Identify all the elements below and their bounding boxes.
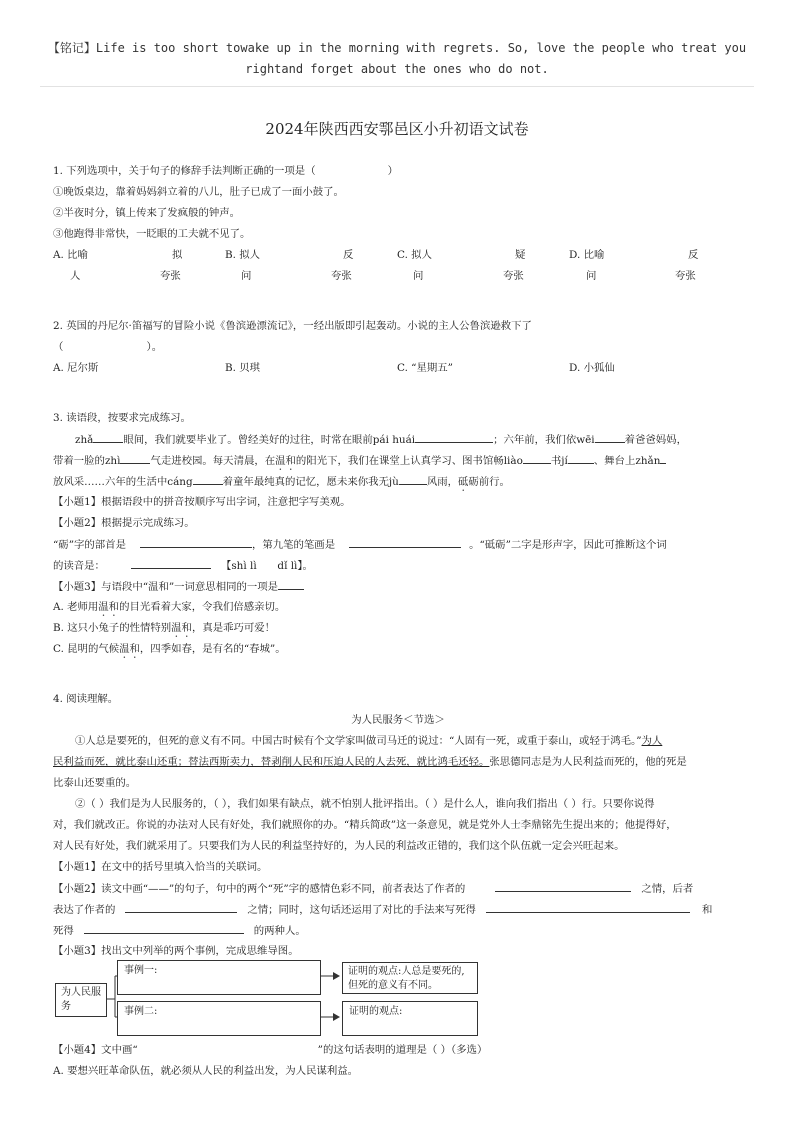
prompt-text: ”的这句话表明的道理是（ ）（多选） [317,1044,488,1056]
emphasized-word: 温和 [275,455,296,467]
q1-option-d-part: 夸张 [675,270,696,282]
q1-sentence-1: ①晚饭桌边，靠着妈妈斜立着的八儿，肚子已成了一面小鼓了。 [53,186,344,198]
prompt-text: 之情；同时，这句话还运用了对比的手法来写死得 [247,904,476,916]
underlined-sentence: 民利益而死，就比泰山还重；替法西斯卖力，替剥削人民和压迫人民的人去死，就比鸿毛还轻。 [53,756,490,768]
prompt-text: 【shì lì dǐ lì】。 [220,560,313,572]
mind-map-viewpoint-1: 证明的观点:人总是要死的,但死的意义有不同。 [342,962,478,994]
passage-text: 张思德同志是为人民利益而死的，他的死是 [489,756,687,768]
q4-option-a[interactable]: A. 要想兴旺革命队伍，就必须从人民的利益出发，为人民谋利益。 [53,1065,359,1077]
passage-text: 砺前行。 [468,476,510,488]
prompt-text: 之情，后者 [641,883,694,895]
passage-text: 书jí [550,455,568,467]
q1-option-b-part: 反 [343,249,354,261]
prompt-text: 表达了作者的 [53,904,116,916]
prompt-text: ，第九笔的笔画是 [251,539,336,551]
q3-stem: 3. 读语段，按要求完成练习。 [53,412,191,424]
option-text: 的目光看着大家，令我们倍感亲切。 [119,601,286,613]
q2-option-b[interactable]: B. 贝琪 [225,362,261,374]
prompt-text: 【小题3】与语段中“温和”一词意思相同的一项是 [53,581,279,593]
pinyin: zhǎ [75,434,94,446]
prompt-text: “砺”字的部首是 [53,539,126,551]
option-text: C. 昆明的气候 [53,643,120,655]
option-text: ，四季如春，是有名的“春城”。 [139,643,286,655]
q1-stem-text: 1. 下列选项中，关于句子的修辞手法判断正确的一项是（ [53,165,316,177]
page-title: 2024年陕西西安鄠邑区小升初语文试卷 [265,120,529,138]
q1-option-b-part: 夸张 [331,270,352,282]
prompt-text: 。“砥砺”二字是形声字，因此可推断这个词 [469,539,667,551]
passage-text: ①人总是要死的，但死的意义有不同。中国古时候有个文学家叫做司马迁的说过：“人固有一死，或重于泰山，或轻于鸿毛。” [75,735,642,747]
q2-stem: 2. 英国的丹尼尔·笛福写的冒险小说《鲁滨逊漂流记》，一经出版即引起轰动。小说的主人公鲁滨逊救下了 [53,320,532,332]
passage-text: ；六年前，我们依wēi [493,434,595,446]
q4-passage-title: 为人民服务＜节选＞ [351,714,445,726]
q4-sub-1: 【小题1】在文中的括号里填入恰当的关联词。 [53,861,268,873]
q1-option-d-label: D. 比喻 [569,249,605,261]
mind-map-example-2[interactable]: 事例二: [117,1001,321,1036]
emphasized-word: 温和 [171,622,192,634]
prompt-text: 的两种人。 [253,925,306,937]
q1-option-c-part: 疑 [515,249,526,261]
prompt-text: 和 [701,904,713,916]
pinyin: 带着一脸的zhì [53,455,121,467]
q2-option-a[interactable]: A. 尼尔斯 [53,362,99,374]
passage-text: 的阳光下，我们在课堂上认真学习、图书馆畅liào [295,455,523,467]
q4-stem: 4. 阅读理解。 [53,693,119,705]
q4-sub-3: 【小题3】找出文中列举的两个事例，完成思维导图。 [53,945,299,957]
option-text: A. 老师用 [53,601,99,613]
q1-option-c-label: C. 拟人 [397,249,432,261]
underlined-sentence: 为人 [641,735,663,747]
emphasized-word: 砥 [458,476,469,488]
q3-sub-2: 【小题2】根据提示完成练习。 [53,517,195,529]
passage-text: 眼间，我们就要毕业了。曾经美好的过往，时常在眼前pái huái [123,434,416,446]
prompt-text: 死得 [53,925,74,937]
q4-paragraph-2-line-2: 对，我们就改正。你说的办法对人民有好处，我们就照你的办。“精兵简政”这一条意见，就是党外人士李鼎铭先生提出来的；他提得好， [53,819,677,831]
prompt-text: 【小题2】读文中画“——”的句子，句中的两个“死”字的感情色彩不同，前者表达了作者的 [53,883,466,895]
emphasized-word: 温和 [119,643,140,655]
q3-sub-1: 【小题1】根据语段中的拼音按顺序写出字词，注意把字写美观。 [53,496,351,508]
q4-paragraph-2-line-1: ②（ ）我们是为人民服务的，（ ），我们如果有缺点，就不怕别人批评指出。（ ）是什么人，谁向我们指出（ ）行。只要你说得 [75,798,655,810]
q1-option-b-part: 问 [241,270,252,282]
mind-map-viewpoint-2[interactable]: 证明的观点: [342,1001,478,1036]
q1-option-a-part: 拟 [172,249,183,261]
option-text: B. 这只小兔子的性情特别 [53,622,172,634]
mind-map-example-1[interactable]: 事例一: [117,960,321,995]
q4-sub-4 [53,1042,743,1058]
passage-text: 风雨， [426,476,458,488]
q1-option-a-part: 夸张 [160,270,181,282]
q4-paragraph-2-line-3: 对人民有好处，我们就采用了。只要我们为人民的利益坚持好的，为人民的利益改正错的，我们这个队伍就一定会兴旺起来。 [53,840,625,852]
option-text: ，真是乖巧可爱！ [191,622,276,634]
passage-text: 放风采……六年的生活中cáng [53,476,193,488]
q2-paren: （ ）。 [53,341,163,353]
q1-option-d-part: 问 [586,270,597,282]
q1-stem-close: ） [387,165,398,177]
q1-option-a-label: A. 比喻 [53,249,88,261]
prompt-text: 的读音是： [53,560,105,572]
passage-text: 、舞台上zhǎn [593,455,661,467]
passage-text: 着童年最纯真的记忆，愿未来你我无jù [222,476,399,488]
q2-option-d[interactable]: D. 小狐仙 [569,362,615,374]
mind-map-root: 为人民服务 [55,983,107,1017]
q1-sentence-3: ③他跑得非常快，一眨眼的工夫就不见了。 [53,228,251,240]
header-line-2: rightand forget about the ones who do not. [245,62,549,76]
q1-option-d-part: 反 [688,249,699,261]
emphasized-word: 温和 [98,601,120,613]
q1-option-c-part: 夸张 [503,270,524,282]
passage-text: 气走进校园。每天清晨，在 [150,455,276,467]
q1-option-b-label: B. 拟人 [225,249,261,261]
q2-option-c[interactable]: C. “星期五” [397,362,453,374]
q4-paragraph-1-line-3: 比泰山还要重的。 [53,777,137,789]
prompt-text: 【小题4】文中画“ [53,1044,138,1056]
q1-sentence-2: ②半夜时分，镇上传来了发疯般的钟声。 [53,207,241,219]
passage-text: 着爸爸妈妈， [624,434,687,446]
header-line-1: 【铭记】Life is too short towake up in the morning with regrets. So, love the people who treat you [47,41,747,55]
q1-option-c-part: 问 [413,270,424,282]
q1-option-a-part: 人 [70,270,81,282]
